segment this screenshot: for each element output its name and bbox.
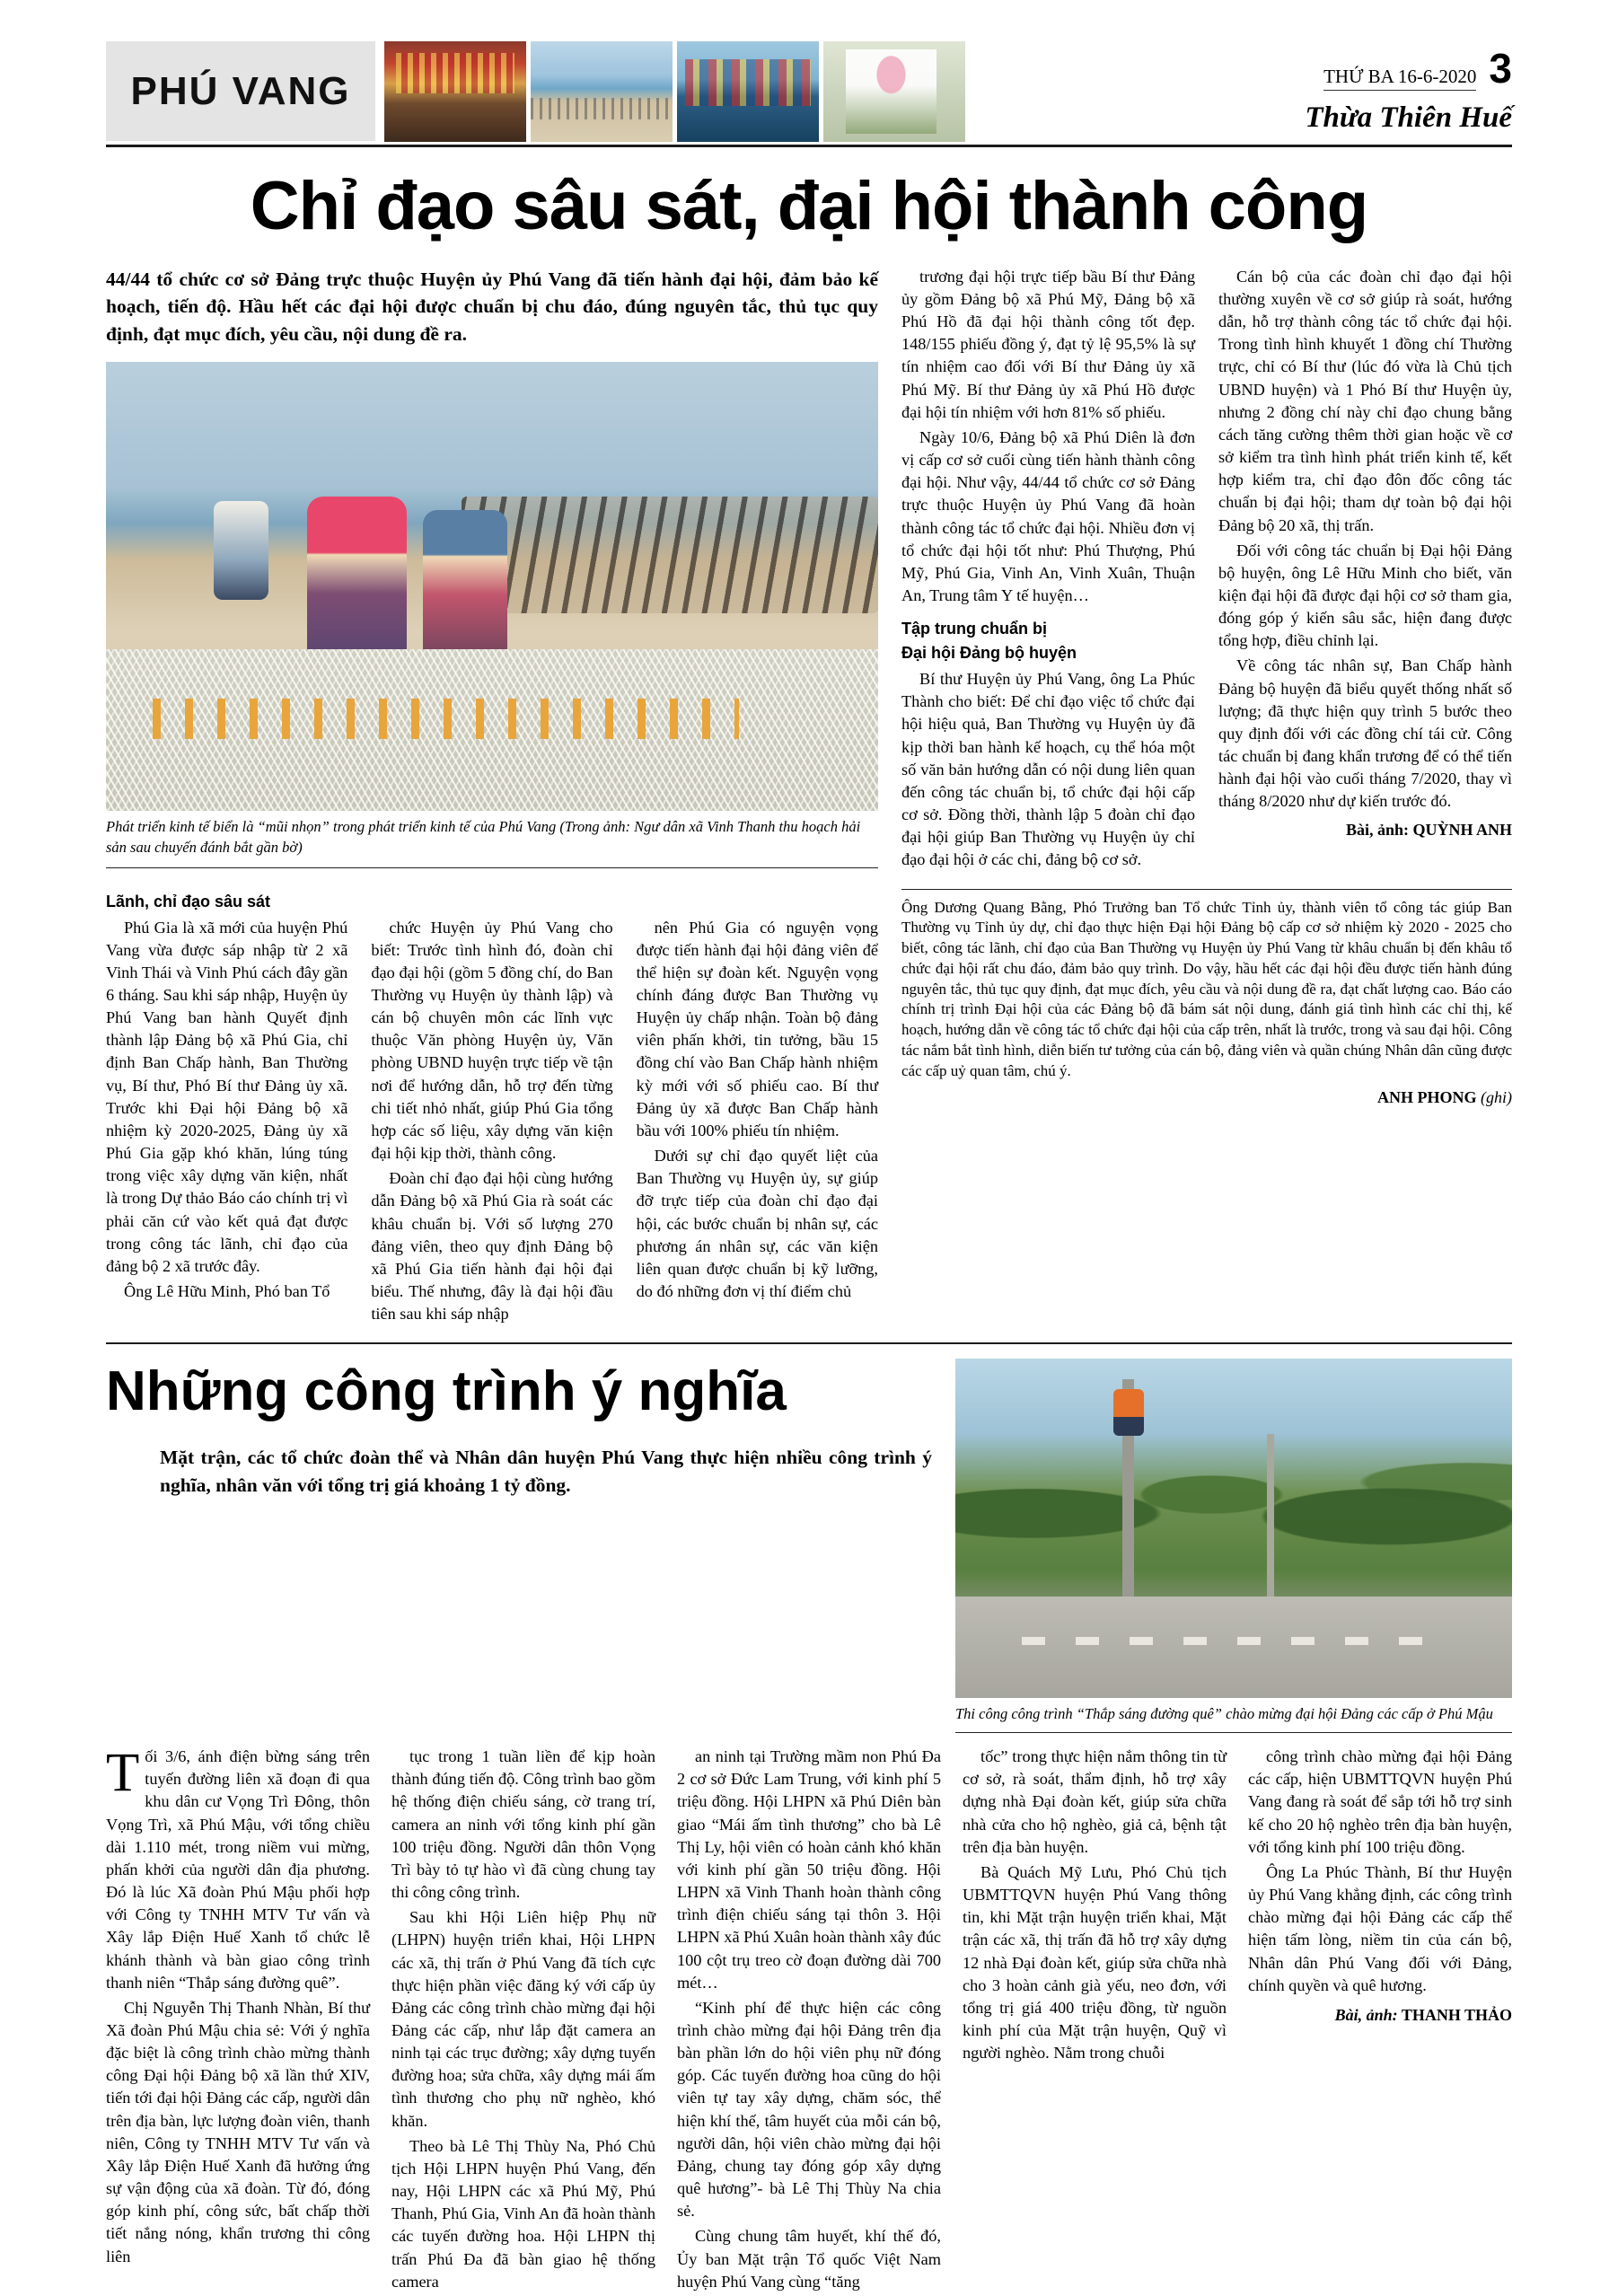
article1-photo-caption: Phát triển kinh tế biển là “mũi nhọn” trong phát triển kinh tế của Phú Vang (Trong ảnh: Ngư dân xã Vinh Thanh thu hoạch hải sản sau chuyến đánh bắt gần bờ) [106, 817, 878, 868]
article1-byline: Bài, ảnh: QUỲNH ANH [1345, 820, 1512, 839]
lotus-flowers-photo [823, 41, 965, 142]
article2-byline [1248, 2006, 1512, 2025]
dropcap: T [106, 1743, 140, 1804]
paragraph: Ngày 10/6, Đảng bộ xã Phú Diên là đơn vị cấp cơ sở cuối cùng tiến hành thành công đại hội. Như vậy, 44/44 tổ chức cơ sở Đảng trực thuộc Huyện ủy Phú Vang đã hoàn thành công tác tổ chức đại hội. Nhiều đơn vị tổ chức đại hội tốt như: Phú Thượng, Phú Mỹ, Phú Gia, Vinh An, Vinh Xuân, Thuận An, Trung tâm Y tế huyện… [901, 427, 1195, 604]
paragraph: Đối với công tác chuẩn bị Đại hội Đảng bộ huyện, ông Lê Hữu Minh cho biết, văn kiện đại hội đã được đại hội cơ sở tham gia, đóng góp ý kiến sâu sắc, hiện đang được tổng hợp, điều chỉnh lại. [1218, 541, 1512, 650]
article1-quotebox [901, 880, 1512, 1329]
article1-subhead-2-line1: Tập trung chuẩn bị [901, 620, 1047, 638]
article2-lede: Mặt trận, các tổ chức đoàn thể và Nhân dân huyện Phú Vang thực hiện nhiều công trình ý nghĩa, nhân văn với tổng trị giá khoảng 1 tỷ đồng. [160, 1447, 932, 1496]
article1-col4 [901, 266, 1195, 875]
article2-headline: Những công trình ý nghĩa [106, 1360, 787, 1423]
paragraph [106, 1743, 370, 1994]
quotebox-text: Ông Dương Quang Bằng, Phó Trưởng ban Tổ chức Tỉnh ủy, thành viên tổ công tác giúp Ban Thường vụ Tỉnh ủy dự, chỉ đạo thực hiện Đại hội Đảng bộ cấp cơ sở nhiệm kỳ 2020 - 2025 cho biết, công tác lãnh, chỉ đạo của Ban Thường vụ Huyện ủy Phú Vang từ khâu chuẩn bị đến khâu tổ chức đại hội rất chu đáo, đảm bảo quy trình. Do vậy, hầu hết các đại hội đều được tiến hành đúng nguyên tắc, thủ tục quy định, đạt mục đích, yêu cầu và nội dung đề ra, đạt chất lượng cao. Báo cáo chính trị trình Đại hội của các Đảng bộ đã bám sát nội dung, đánh giá tình hình các chỉ thị, kế hoạch, hướng dẫn về công tác tổ chức đại hội của cấp trên, nhất là trước, trong và sau đại hội. Công tác nắm bắt tình hình, diễn biến tư tưởng của cán bộ, đảng viên và quần chúng Nhân dân cũng được các cấp uỷ quan tâm, chú ý. [901, 898, 1512, 1079]
paragraph: Chị Nguyễn Thị Thanh Nhàn, Bí thư Xã đoàn Phú Mậu chia sẻ: Với ý nghĩa đặc biệt là công trình chào mừng thành công Đại hội Đảng bộ xã lần thứ XIV, tiến tới đại hội Đảng các cấp, người dân trên địa bàn, lực lượng đoàn viên, thanh niên, Công ty TNHH MTV Tư vấn và Xây lắp Điện Huế Xanh đã hưởng ứng sự vận động của xã đoàn. Từ đó, đóng góp kinh phí, công sức, bất chấp thời tiết nắng nóng, khẩn trương thi công liên [106, 1998, 370, 2265]
article1-subhead-2-line2: Đại hội Đảng bộ huyện [901, 644, 1077, 663]
paragraph: Bà Quách Mỹ Lưu, Phó Chủ tịch UBMTTQVN huyện Phú Vang thông tin, khi Mặt trận huyện triển khai, Mặt trận các xã, thị trấn đã hỗ trợ xây dựng 12 nhà Đại đoàn kết, giúp sửa chữa nhà cho 3 hoàn cảnh già yếu, neo đơn, với tổng trị giá 400 triệu đồng, từ nguồn kinh phí của Mặt trận huyện, Quỹ vì người nghèo. Nằm trong chuỗi [963, 1862, 1227, 2063]
section-name: PHÚ VANG [106, 41, 375, 141]
paragraph: “Kinh phí để thực hiện các công trình chào mừng đại hội Đảng trên địa bàn phần lớn do hội viên phụ nữ đóng góp. Các tuyến đường hoa cũng do hội viên tự tay xây dựng, chăm sóc, thể hiện khí thế, tâm huyết của mỗi cán bộ, người dân, hội viên chào mừng đại hội Đảng, chung tay đóng góp xây dựng quê hương”- bà Lê Thị Thùy Na chia sẻ. [677, 1998, 941, 2221]
paragraph: tục trong 1 tuần liền để kịp hoàn thành đúng tiến độ. Công trình bao gồm hệ thống điện chiếu sáng, cờ trang trí, camera an ninh với tổng kinh phí gần 100 triệu đồng. Người dân thôn Vọng Trì bày tỏ tự hào vì đã cùng chung tay thi công công trình. [391, 1747, 655, 1902]
article2-head-block [106, 1359, 932, 1733]
beach-crowd-photo [531, 41, 673, 142]
paragraph: Bí thư Huyện ủy Phú Vang, ông La Phúc Thành cho biết: Để chỉ đạo việc tổ chức đại hội hiệu quả, Ban Thường vụ Huyện ủy đã kịp thời ban hành kế hoạch, cụ thể hóa một số văn bản hướng dẫn có nội dung liên quan đến công tác chuẩn bị, tổ chức đại hội cấp cơ sở. Đồng thời, thành lập 5 đoàn chỉ đạo đại hội giúp Ban Thường vụ Huyện ủy chỉ đạo đại hội ở các chi, đảng bộ cơ sở. [901, 670, 1195, 869]
quotebox-byline [901, 1088, 1512, 1107]
article1-lede: 44/44 tổ chức cơ sở Đảng trực thuộc Huyện ủy Phú Vang đã tiến hành đại hội, đảm bảo kế hoạch, tiến độ. Hầu hết các đại hội được chuẩn bị chu đáo, đúng nguyên tắc, thủ tục quy định, đạt mục đích, yêu cầu, nội dung đề ra. [106, 268, 878, 345]
article1-headline: Chỉ đạo sâu sát, đại hội thành công [250, 168, 1368, 244]
article2-byline-label: Bài, ảnh: [1334, 2005, 1398, 2024]
article1-col1 [106, 917, 347, 1329]
article1-bottom [106, 880, 1512, 1329]
paragraph: Ông La Phúc Thành, Bí thư Huyện ủy Phú Vang khẳng định, các công trình chào mừng đại hội Đảng các cấp thể hiện tấm lòng, niềm tin của cán bộ, Nhân dân Phú Vang đối với Đảng, chính quyền và quê hương. [1248, 1862, 1512, 1994]
festival-procession-photo [384, 41, 526, 142]
paragraph: Cùng chung tâm huyết, khí thế đó, Ủy ban Mặt trận Tổ quốc Việt Nam huyện Phú Vang cùng “tăng [677, 2227, 941, 2291]
paragraph: Dưới sự chỉ đạo quyết liệt của Ban Thường vụ Huyện ủy, sự giúp đỡ trực tiếp của đoàn chỉ đạo đại hội, các bước chuẩn bị nhân sự, các phương án nhân sự, các văn kiện liên quan được chuẩn bị kỹ lưỡng, do đó những đơn vị thí điểm chủ [636, 1147, 878, 1301]
fishing-boats-photo [677, 41, 819, 142]
article2-col5 [1248, 1746, 1512, 2296]
quotebox-byline-name: ANH PHONG [1377, 1088, 1477, 1107]
paper-name: Thừa Thiên Huế [1305, 101, 1512, 134]
article1-col3 [637, 917, 878, 1329]
paragraph: Ông Lê Hữu Minh, Phó ban Tổ [124, 1282, 330, 1301]
article1-subhead-1: Lãnh, chỉ đạo sâu sát [106, 892, 271, 910]
article2-body [106, 1743, 1512, 2296]
paragraph: an ninh tại Trường mầm non Phú Đa 2 cơ sở Đức Lam Trung, với kinh phí 5 triệu đồng. Hội LHPN xã Phú Diên bàn giao “Mái ấm tình thương” cho bà Lê Thị Ly, hội viên có hoàn cảnh khó khăn với kinh phí gần 50 triệu đồng. Hội LHPN xã Vinh Thanh hoàn thành công trình điện chiếu sáng tại thôn 3. Hội LHPN xã Phú Xuân hoàn thành xây đúc 100 cột trụ treo cờ đoạn đường dài 700 mét… [677, 1747, 941, 1992]
paragraph: Về công tác nhân sự, Ban Chấp hành Đảng bộ huyện đã biểu quyết thống nhất số lượng; đã thực hiện quy trình 5 bước theo quy định đối với các đồng chí tái cử. Công tác chuẩn bị đang khẩn trương để có thể tiến hành đại hội vào cuối tháng 7/2020, thay vì tháng 8/2020 như dự kiến trước đó. [1218, 656, 1512, 811]
paragraph: Cán bộ của các đoàn chỉ đạo đại hội thường xuyên về cơ sở giúp rà soát, hướng dẫn, hỗ trợ thành công tác tổ chức đại hội. Trong tình hình khuyết 1 đồng chí Thường trực, chỉ có Bí thư (lúc đó vừa là Chủ tịch UBND huyện) và 1 Phó Bí thư Huyện ủy, nhưng 2 đồng chí này chỉ đạo chung bằng cách tăng cường thêm thời gian hoặc về cơ sở kiểm tra tình hình phát triển kinh tế, kết hợp kiểm tra, chỉ đạo đôn đốc công tác chuẩn bị đại hội; tham dự toàn bộ đại hội Đảng bộ 20 xã, thị trấn. [1218, 267, 1512, 534]
masthead-meta [1288, 41, 1512, 141]
masthead-photo-strip [384, 41, 965, 141]
article1-lower-left [106, 880, 878, 1329]
article2-col1 [106, 1743, 370, 2296]
article2-col2 [391, 1746, 655, 2296]
paragraph: Đoàn chỉ đạo đại hội cùng hướng dẫn Đảng bộ xã Phú Gia rà soát các khâu chuẩn bị. Với số lượng 270 đảng viên, theo quy định Đảng bộ xã Phú Gia tiến hành đại hội đại biểu. Thế nhưng, đây là đại hội đầu tiên sau khi sáp nhập [371, 1169, 613, 1324]
page-number: 3 [1489, 45, 1512, 92]
article1-top [106, 266, 1512, 875]
paragraph: nên Phú Gia có nguyện vọng được tiến hành đại hội đảng viên để thể hiện sự đoàn kết. Nguyện vọng chính đáng được Ban Thường vụ Huyện ủy chấp nhận. Toàn bộ đảng viên phấn khởi, tin tưởng, bầu 15 đồng chí vào Ban Chấp hành nhiệm kỳ mới với số phiếu cao. Bí thư Đảng ủy xã được Ban Chấp hành bầu với 100% phiếu tín nhiệm. [636, 918, 878, 1139]
paragraph: chức Huyện ủy Phú Vang cho biết: Trước tình hình đó, đoàn chỉ đạo đại hội (gồm 5 đồng chí, do Ban Thường vụ Huyện ủy thành lập) và cán bộ chuyên môn các lĩnh vực thuộc Văn phòng Huyện ủy, Văn phòng UBND huyện trực tiếp về tận nơi để hướng dẫn, hỗ trợ đến từng chi tiết nhỏ nhất, giúp Phú Gia tổng hợp các số liệu, xây dựng văn kiện đại hội kịp thời, thành công. [371, 918, 613, 1163]
article2 [106, 1342, 1512, 2296]
fishermen-harvest-photo [106, 362, 878, 811]
paragraph: Sau khi Hội Liên hiệp Phụ nữ (LHPN) huyện triển khai, Hội LHPN các xã, thị trấn ở Phú Vang đã tích cực thực hiện phần việc đăng ký với cấp ủy Đảng các công trình chào mừng đại hội Đảng các cấp, như lắp đặt camera an ninh tại các trục đường; xây dựng tuyến đường hoa; sửa chữa, xây dựng mái ấm tình thương cho phụ nữ nghèo, khó khăn. [391, 1908, 655, 2130]
paragraph: Phú Gia là xã mới của huyện Phú Vang vừa được sáp nhập từ 2 xã Vinh Thái và Vinh Phú cách đây gần 6 tháng. Sau khi sáp nhập, Huyện ủy Phú Vang ban hành Quyết định thành lập Đảng bộ xã Phú Gia, chỉ định Ban Chấp hành, Ban Thường vụ, Bí thư, Phó Bí thư Đảng ủy xã. Trước khi Đại hội Đảng bộ xã nhiệm kỳ 2020-2025, Đảng ủy xã Phú Gia gặp khó khăn, lúng túng trong việc xây dựng văn kiện, nhất là trong Dự thảo Báo cáo chính trị vì phải căn cứ vào kết quả đạt được trong công tác lãnh, chỉ đạo của đảng bộ 2 xã trước đây. [106, 918, 348, 1275]
article2-photo-caption: Thi công công trình “Thắp sáng đường quê” chào mừng đại hội Đảng các cấp ở Phú Mậu [955, 1704, 1512, 1733]
street-lighting-construction-photo [955, 1359, 1512, 1698]
article2-col3 [677, 1746, 941, 2296]
paragraph: trương đại hội trực tiếp bầu Bí thư Đảng ủy gồm Đảng bộ xã Phú Mỹ, Đảng bộ xã Phú Hồ đã đại hội thành công tốt đẹp. 148/155 phiếu đồng ý, đạt tỷ lệ 95,5% là sự tín nhiệm cao đối với Bí thư Đảng ủy xã Phú Mỹ. Bí thư Đảng ủy xã Phú Hồ được đại hội tín nhiệm với hơn 81% số phiếu. [901, 267, 1195, 421]
article1-lede-photo-block [106, 266, 878, 875]
paragraph: công trình chào mừng đại hội Đảng các cấp, hiện UBMTTQVN huyện Phú Vang đang rà soát để sắp tới hỗ trợ sinh kế cho 20 hộ nghèo trên địa bàn huyện, với tổng kinh phí 100 triệu đồng. [1248, 1747, 1512, 1856]
article2-byline-name: THANH THẢO [1401, 2005, 1512, 2024]
masthead [106, 41, 1512, 147]
article1-col5 [1218, 266, 1512, 875]
quotebox-byline-note: (ghi) [1481, 1088, 1512, 1107]
paragraph-text: ối 3/6, ánh điện bừng sáng trên tuyến đường liên xã đoạn đi qua khu dân cư Vọng Trì Đông, thôn Vọng Trì, xã Phú Mậu, với tổng chiều dài 1.110 mét, trong niềm vui mừng, phấn khởi của người dân địa phương. Đó là lúc Xã đoàn Phú Mậu phối hợp với Công ty TNHH MTV Tư vấn và Xây lắp Điện Huế Xanh tổ chức lễ khánh thành và bàn giao công trình thanh niên “Thắp sáng đường quê”. [106, 1747, 370, 1992]
article2-col4 [963, 1746, 1227, 2296]
issue-date: THỨ BA 16-6-2020 [1323, 66, 1476, 91]
paragraph: tốc” trong thực hiện nắm thông tin từ cơ sở, rà soát, thẩm định, hỗ trợ xây dựng nhà Đại đoàn kết, giúp sửa chữa nhà cửa cho hộ nghèo, giả cả, bệnh tật trên địa bàn huyện. [963, 1747, 1227, 1856]
article2-photo-block [955, 1359, 1512, 1733]
paragraph: Theo bà Lê Thị Thùy Na, Phó Chủ tịch Hội LHPN huyện Phú Vang, đến nay, Hội LHPN các xã Phú Mỹ, Phú Thanh, Phú Gia, Vinh An đã hoàn thành các tuyến đường hoa. Hội LHPN thị trấn Phú Đa đã bàn giao hệ thống camera [391, 2136, 655, 2291]
article1-col2 [371, 917, 612, 1329]
